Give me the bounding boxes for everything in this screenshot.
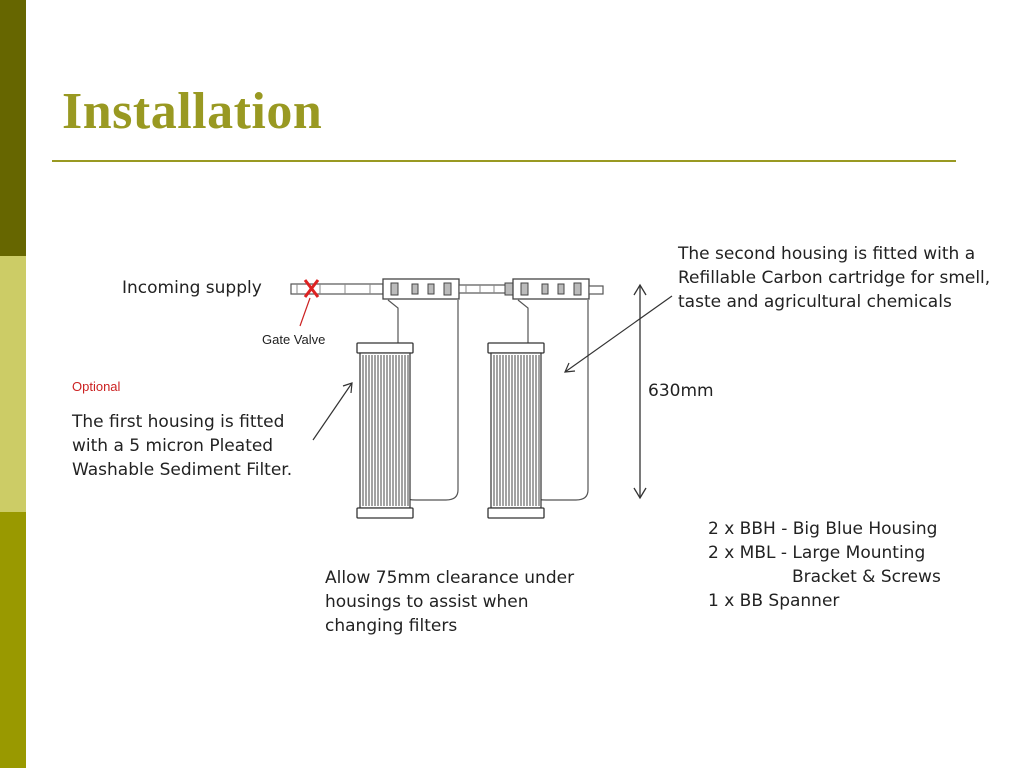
first-housing-note (72, 410, 292, 482)
page-title: Installation (62, 83, 323, 140)
height-dimension-label: 630mm (648, 381, 714, 401)
clearance-line: changing filters (325, 616, 458, 636)
incoming-supply-label: Incoming supply (122, 278, 262, 298)
first-housing-line: Washable Sediment Filter. (72, 460, 293, 480)
housing-2-head (513, 279, 589, 299)
inlet-pipe (291, 284, 383, 294)
clearance-note (325, 566, 574, 638)
first-housing-line: with a 5 micron Pleated (72, 436, 274, 456)
parts-list-item: 1 x BB Spanner (708, 591, 840, 611)
optional-label: Optional (72, 379, 121, 394)
connector-pipe (459, 283, 513, 295)
second-housing-line: Refillable Carbon cartridge for smell, (678, 268, 991, 288)
parts-list-item: 2 x MBL - Large Mounting (708, 543, 926, 563)
parts-list-item: 2 x BBH - Big Blue Housing (708, 519, 938, 539)
clearance-line: Allow 75mm clearance under (325, 568, 575, 588)
outlet-pipe (589, 286, 603, 294)
parts-list-item: Bracket & Screws (792, 567, 941, 587)
clearance-line: housings to assist when (325, 592, 529, 612)
gate-valve-label: Gate Valve (262, 332, 326, 347)
height-dimension-arrow (634, 285, 646, 498)
second-housing-line: The second housing is fitted with a (678, 244, 976, 264)
housing-1-head (383, 279, 459, 299)
cartridge-1 (357, 343, 413, 518)
gate-valve-leader (300, 298, 310, 326)
second-housing-note (678, 242, 990, 314)
first-housing-arrow (313, 383, 352, 440)
second-housing-arrow (565, 296, 672, 372)
cartridge-2 (488, 343, 544, 518)
parts-list (708, 517, 941, 613)
first-housing-line: The first housing is fitted (72, 412, 285, 432)
second-housing-line: taste and agricultural chemicals (678, 292, 952, 312)
